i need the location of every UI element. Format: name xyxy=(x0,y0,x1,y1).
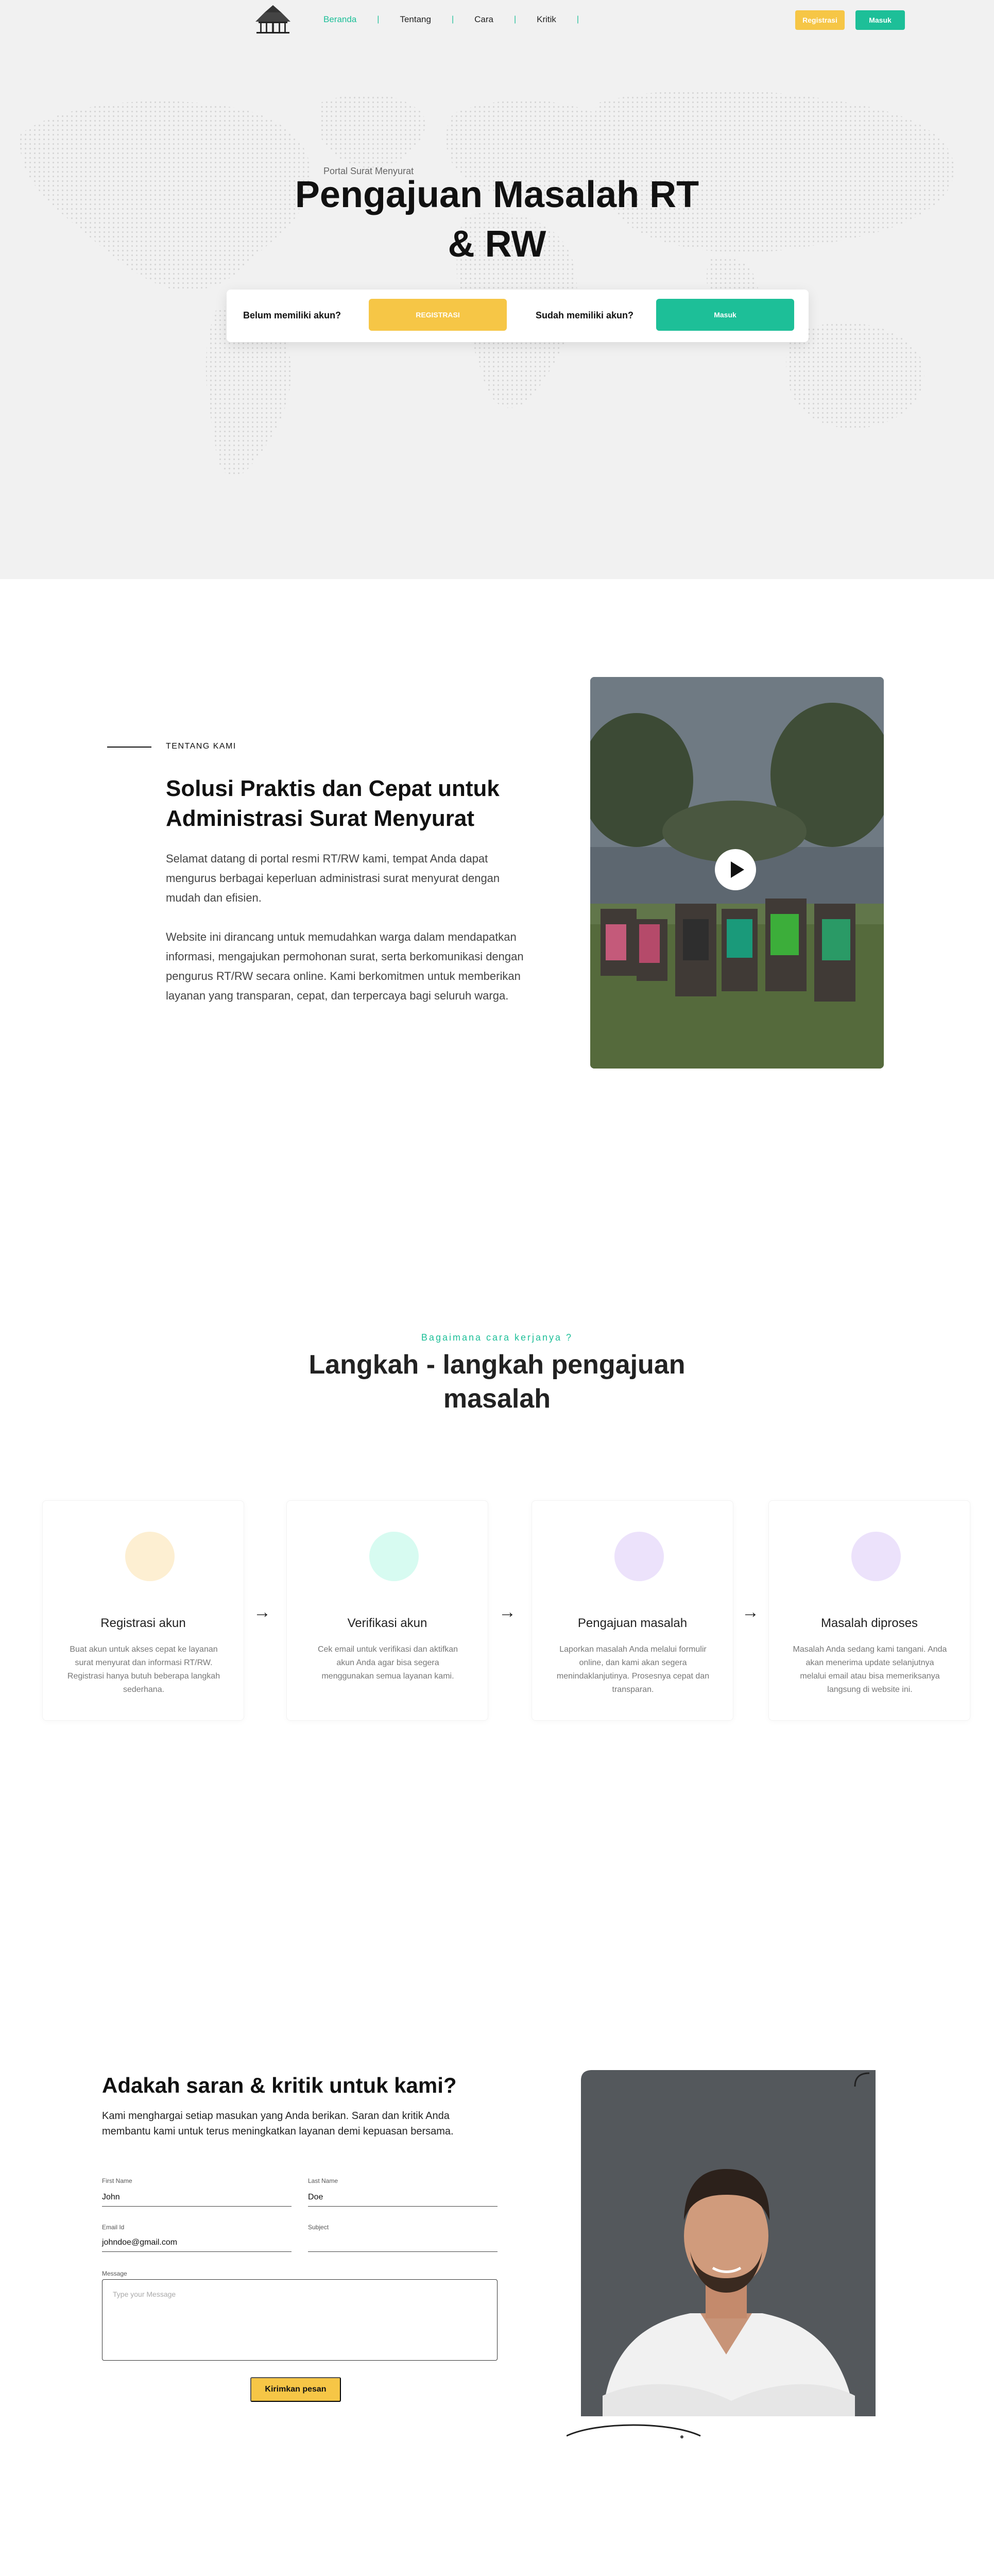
message-placeholder: Type your Message xyxy=(113,2290,176,2298)
about-paragraph-1: Selamat datang di portal resmi RT/RW kami, tempat Anda dapat mengurus berbagai keperluan administrasi surat menyurat dengan mudah dan efisien. xyxy=(166,852,500,904)
hero-title: Pengajuan Masalah RT & RW xyxy=(295,174,699,265)
last-name-label: Last Name xyxy=(308,2177,338,2184)
step-icon-circle xyxy=(125,1532,175,1581)
nav-separator: | xyxy=(513,15,517,24)
about-divider xyxy=(107,747,151,748)
arrow-right-icon: → xyxy=(253,1602,271,1622)
top-nav xyxy=(0,0,994,41)
nav-register-button[interactable]: Registrasi xyxy=(795,10,845,30)
person-photo xyxy=(567,2066,876,2442)
step-card-verifikasi xyxy=(286,1500,488,1721)
nav-separator: | xyxy=(377,15,380,24)
first-name-field[interactable]: John xyxy=(102,2193,120,2201)
step-icon-circle xyxy=(851,1532,901,1581)
step-card-diproses xyxy=(768,1500,970,1721)
cta-card xyxy=(227,290,809,342)
joglo-house-icon[interactable] xyxy=(253,4,293,34)
nav-link-beranda[interactable]: Beranda xyxy=(323,14,357,24)
about-title: Solusi Praktis dan Cepat untuk Administrasi Surat Menyurat xyxy=(166,776,500,831)
step-icon-circle xyxy=(614,1532,664,1581)
nav-separator: | xyxy=(451,15,454,24)
step-description: Buat akun untuk akses cepat ke layanan surat menyurat dan informasi RT/RW. Registrasi hanya butuh beberapa langkah sederhana. xyxy=(67,1645,220,1694)
contact-subtitle: Kami menghargai setiap masukan yang Anda berikan. Saran dan kritik Anda membantu kami untuk terus meningkatkan layanan demi kepuasan bersama. xyxy=(102,2110,454,2137)
no-account-text: Belum memiliki akun? xyxy=(243,310,341,320)
email-label: Email Id xyxy=(102,2224,125,2231)
first-name-label: First Name xyxy=(102,2177,132,2184)
steps-eyebrow: Bagaimana cara kerjanya ? xyxy=(421,1332,573,1343)
steps-title: Langkah - langkah pengajuan masalah xyxy=(309,1350,685,1414)
step-title: Verifikasi akun xyxy=(347,1616,427,1630)
email-field[interactable]: johndoe@gmail.com xyxy=(102,2238,178,2247)
message-label: Message xyxy=(102,2270,127,2277)
send-message-button[interactable]: Kirimkan pesan xyxy=(250,2377,341,2402)
step-title: Registrasi akun xyxy=(100,1616,186,1630)
contact-title: Adakah saran & kritik untuk kami? xyxy=(102,2073,457,2097)
subject-label: Subject xyxy=(308,2224,329,2231)
nav-login-button[interactable]: Masuk xyxy=(855,10,905,30)
email-underline xyxy=(102,2251,292,2252)
step-card-registrasi xyxy=(42,1500,244,1721)
about-video[interactable] xyxy=(590,677,884,1069)
message-textarea[interactable] xyxy=(102,2279,498,2361)
last-name-underline xyxy=(308,2206,498,2207)
nav-link-tentang[interactable]: Tentang xyxy=(400,14,431,24)
step-title: Masalah diproses xyxy=(820,1616,918,1630)
nav-separator: | xyxy=(576,15,579,24)
hero-section xyxy=(0,0,994,579)
arrow-right-icon: → xyxy=(742,1602,759,1622)
nav-link-cara[interactable]: Cara xyxy=(474,14,493,24)
step-icon-circle xyxy=(369,1532,419,1581)
arrow-right-icon: → xyxy=(499,1602,516,1622)
nav-link-kritik[interactable]: Kritik xyxy=(537,14,556,24)
step-description: Laporkan masalah Anda melalui formulir online, dan kami akan segera menindaklanjutinya. Prosesnya cepat dan transparan. xyxy=(556,1645,710,1694)
play-icon[interactable] xyxy=(715,849,756,890)
step-description: Masalah Anda sedang kami tangani. Anda akan menerima update selanjutnya melalui email atau bisa memeriksanya langsung di website ini. xyxy=(793,1645,947,1694)
hero-login-button[interactable]: Masuk xyxy=(656,299,794,331)
step-card-pengajuan xyxy=(532,1500,733,1721)
about-eyebrow: TENTANG KAMI xyxy=(166,742,236,751)
hero-eyebrow: Portal Surat Menyurat xyxy=(323,166,414,176)
about-paragraph-2: Website ini dirancang untuk memudahkan warga dalam mendapatkan informasi, mengajukan permohonan surat, serta berkomunikasi dengan pengurus RT/RW secara online. Kami berkomitmen untuk memberikan layanan yang transparan, cepat, dan terpercaya bagi seluruh warga. xyxy=(166,930,524,1002)
nav-links xyxy=(323,14,599,25)
step-title: Pengajuan masalah xyxy=(577,1616,688,1630)
subject-underline xyxy=(308,2251,498,2252)
hero-register-button[interactable]: REGISTRASI xyxy=(369,299,507,331)
first-name-underline xyxy=(102,2206,292,2207)
have-account-text: Sudah memiliki akun? xyxy=(536,310,634,320)
step-description: Cek email untuk verifikasi dan aktifkan akun Anda agar bisa segera menggunakan semua layanan kami. xyxy=(317,1645,458,1681)
last-name-field[interactable]: Doe xyxy=(308,2193,323,2201)
